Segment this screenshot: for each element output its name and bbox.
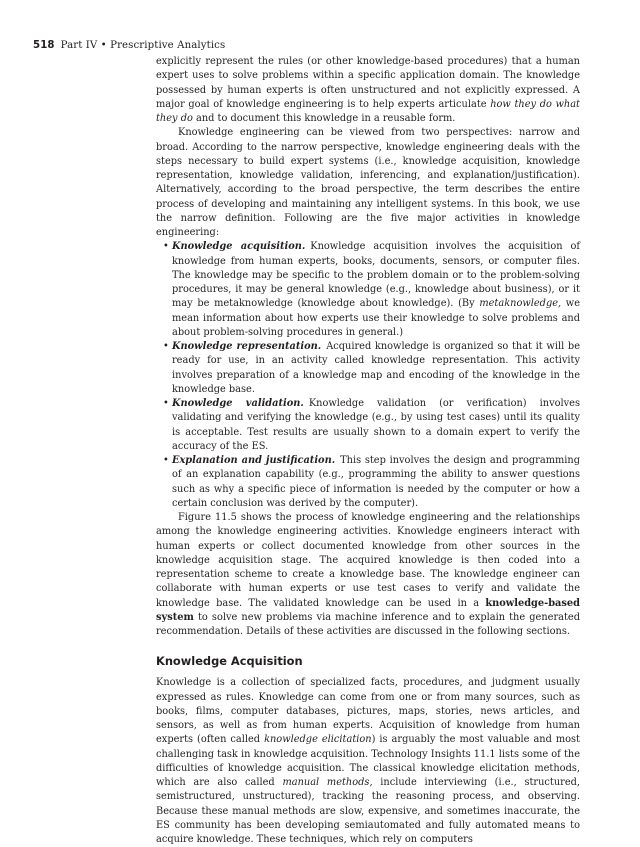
list-item: [163, 340, 580, 397]
list-item-term: Explanation and justification.: [172, 455, 336, 466]
paragraph-figure-ref: [156, 511, 580, 639]
list-item-text: Knowledge acquisition involves the acquisition of knowledge from human experts, books, documents, sensors, or computer files. The knowledge may be specific to the problem domain or to the problem-solving procedures, it may be general knowledge (e.g., knowledge about business), or it may be metaknowledge (knowledge about knowledge). (By: [172, 241, 580, 310]
bold-term: knowledge-based system: [156, 597, 580, 623]
bullet-icon: •: [163, 341, 169, 352]
page-number: 518: [33, 40, 55, 51]
bullet-icon: •: [163, 455, 169, 466]
emphasis: how they do what they do: [156, 98, 580, 124]
running-header: [33, 40, 225, 51]
emphasis: metaknowledge,: [479, 298, 562, 310]
list-item-term: Knowledge acquisition.: [172, 241, 306, 253]
page-body: [156, 55, 580, 847]
paragraph-perspectives: Knowledge engineering can be viewed from two perspectives: narrow and broad. According to the narrow perspective, knowledge engineering deals with the steps necessary to build expert systems (i.e., knowledge acquisition, knowledge representation, knowledge validation, inferencing, and explanation/justification). Alternatively, according to the broad perspective, the term describes the entire process of developing and maintaining any intelligent systems. In this book, we use the narrow definition. Following are the five major activities in knowledge engineering:: [156, 127, 580, 238]
text-run: to solve new problems via machine inference and to explain the generated recommendation. Details of these activities are discussed in the following sections.: [156, 611, 580, 637]
text-run: include interviewing (i.e., structured, semistructured, unstructured), tracking the reasoning process, and observing. Because these manual methods are slow, expensive, and sometimes inaccurate, the ES community has been developing semiautomated and fully automated means to acquire knowledge. These techniques, which rely on computers: [156, 777, 581, 845]
text-run: and to document this knowledge in a reusable form.: [192, 113, 456, 124]
bullet-icon: •: [163, 241, 169, 253]
list-item: [163, 240, 580, 340]
list-item-term: Knowledge validation.: [172, 398, 304, 409]
activities-list: [156, 240, 580, 511]
list-item-text: This step involves the design and programming of an explanation capability (e.g., programming the ability to answer questions such as why a specific piece of information is needed by the computer or how a certain conclusion was derived by the computer).: [172, 455, 580, 509]
running-head: Part IV • Prescriptive Analytics: [60, 40, 226, 51]
paragraph-intro: [156, 55, 580, 126]
emphasis: manual methods,: [282, 777, 373, 788]
section-heading: Knowledge Acquisition: [156, 654, 303, 669]
list-item-term: Knowledge representation.: [172, 341, 322, 352]
list-item: [163, 397, 580, 454]
list-item-text: Knowledge validation (or verification) involves validating and verifying the knowledge (e.g., by using test cases) until its quality is acceptable. Test results are usually shown to a domain expert to verify the accuracy of the ES.: [172, 398, 580, 452]
paragraph-knowledge-acquisition: [156, 676, 580, 847]
text-run: Figure 11.5 shows the process of knowledge engineering and the relationships among the knowledge engineering activities. Knowledge engineers interact with human experts or collect documented knowledge from other sources in the knowledge acquisition stage. The acquired knowledge is then coded into a representation scheme to create a knowledge base. The knowledge engineer can collaborate with human experts or use test cases to verify and validate the knowledge base. The validated knowledge can be used in a: [156, 512, 580, 609]
list-item: [163, 454, 580, 511]
text-run: explicitly represent the rules (or other knowledge-based procedures) that a human expert uses to solve problems within a specific application domain. The knowledge possessed by human experts is often unstructured and not explicitly expressed. A major goal of knowledge engineering is to help experts articulate: [156, 56, 580, 110]
text-run: ) is arguably the most valuable and most challenging task in knowledge acquisition. Technology Insights 11.1 lists some of the difficulties of knowledge acquisition. The classical knowledge elicitation methods, which are also called: [156, 734, 580, 788]
list-item-text: Acquired knowledge is organized so that it will be ready for use, in an activity called knowledge representation. This activity involves preparation of a knowledge map and encoding of the knowledge in the knowledge base.: [172, 341, 580, 395]
text-run: Knowledge is a collection of specialized facts, procedures, and judgment usually expressed as rules. Knowledge can come from one or from many sources, such as books, films, computer databases, pictures, maps, stories, news articles, and sensors, as well as from human experts. Acquisition of knowledge from human experts (often called: [156, 677, 580, 746]
emphasis: knowledge elicitation: [264, 734, 372, 746]
bullet-icon: •: [163, 398, 169, 409]
list-item-text: we mean information about how experts use their knowledge to solve problems and about problem-solving procedures in general.): [172, 298, 580, 338]
